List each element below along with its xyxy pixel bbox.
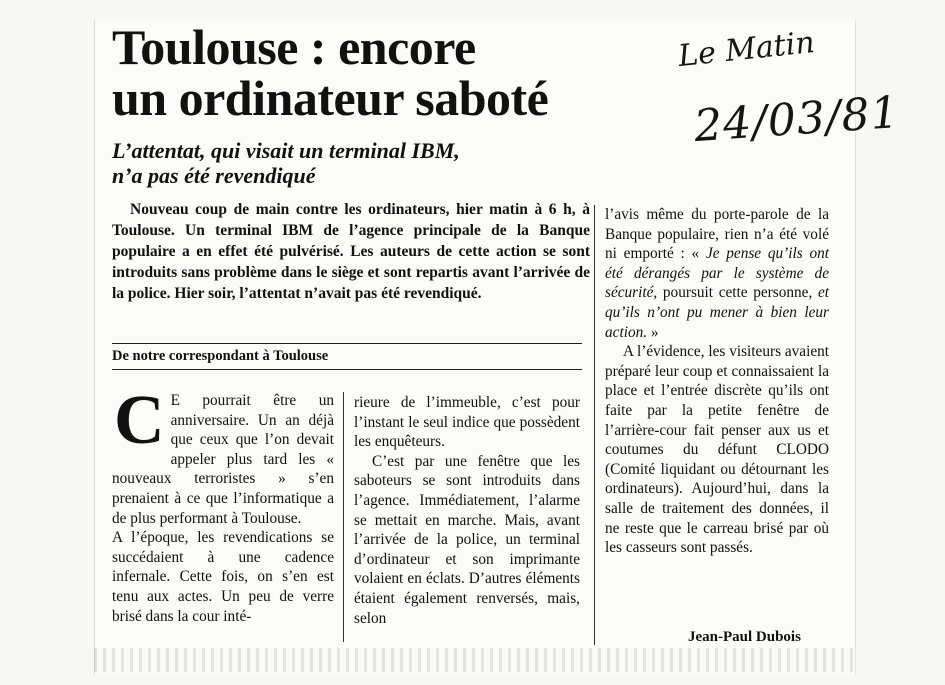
top-rule <box>112 343 582 344</box>
column-1 <box>112 382 334 626</box>
column-1-paragraph-1 <box>112 382 334 528</box>
column-3-text-a: l’avis même du porte-parole de la Banque populaire, rien n’a été volé ni emporté : « <box>605 206 829 263</box>
subheadline-line-1: L’attentat, qui visait un terminal IBM, <box>112 138 460 163</box>
column-2-paragraph-1: rieure de l’immeuble, c’est pour l’instant le seul indice que possèdent les enquêteurs. <box>354 394 580 451</box>
column-divider-1 <box>343 392 344 642</box>
subheadline <box>112 138 632 188</box>
column-1-paragraph-1-text: E pourrait être un anniversaire. Un an déjà que ceux que l’on devait appeler plus tard les « nouveaux terroristes » s’en prenaient à ce que l’informatique a de plus performant à Toulouse. <box>112 392 334 527</box>
column-3-text-b: poursuit cette personne, <box>657 284 818 302</box>
byline: De notre correspondant à Toulouse <box>112 348 329 364</box>
column-2 <box>354 393 580 628</box>
headline <box>112 19 672 126</box>
column-2-paragraph-2: C’est par une fenêtre que les saboteurs se sont introduits dans l’agence. Immédiatement, l’alarme se mettait en marche. Mais, avant l’arrivée de la police, un terminal d’ordinateur et son imprimante volaient en éclats. D’autres éléments étaient également renversés, mais, selon <box>354 452 580 627</box>
handwritten-annotation <box>672 22 902 172</box>
column-3-quote-2: et qu’ils n’ont pu mener à bien leur action. <box>605 284 829 341</box>
column-divider-2 <box>594 205 595 645</box>
column-3-paragraph-1 <box>605 205 829 342</box>
author-signature: Jean-Paul Dubois <box>688 629 801 645</box>
headline-line-2: un ordinateur saboté <box>112 70 549 126</box>
drop-cap: C <box>114 382 165 459</box>
lead-paragraph <box>112 199 590 304</box>
column-3 <box>605 205 829 558</box>
column-3-quote: Je pense qu’ils ont été dérangés par le système de sécurité, <box>605 245 829 302</box>
column-3-paragraph-2: A l’évidence, les visiteurs avaient préparé leur coup et connaissaient la place et l’entrée discrète qu’ils ont faite par la petite fenêtre de l’arrière-cour fait penser aux us et coutumes du défunt CLODO (Comité liquidant ou détournant les ordinateurs). Aujourd’hui, dans la salle de traitement des données, il ne reste que le carreau brisé par où les casseurs sont passés. <box>605 343 830 557</box>
handwritten-date: 24/03/81 <box>692 86 902 153</box>
subheadline-line-2: n’a pas été revendiqué <box>112 163 316 188</box>
headline-line-1: Toulouse : encore <box>112 19 476 75</box>
scan-edge-noise <box>94 648 854 672</box>
handwritten-source: Le Matin <box>676 24 817 75</box>
column-3-text-c: » <box>647 323 659 341</box>
column-1-paragraph-2: A l’époque, les revendications se succédaient à une cadence infernale. Cette fois, on s’en est tenu aux actes. Un peu de verre brisé dans la cour inté- <box>112 529 334 625</box>
byline-rule <box>112 369 582 370</box>
lead-text: Nouveau coup de main contre les ordinateurs, hier matin à 6 h, à Toulouse. Un terminal IBM de l’agence principale de la Banque populaire a en effet été pulvérisé. Les auteurs de cette action se sont introduits sans problème dans le siège et sont repartis avant l’arrivée de la police. Hier soir, l’attentat n’avait pas été revendiqué. <box>112 201 590 302</box>
